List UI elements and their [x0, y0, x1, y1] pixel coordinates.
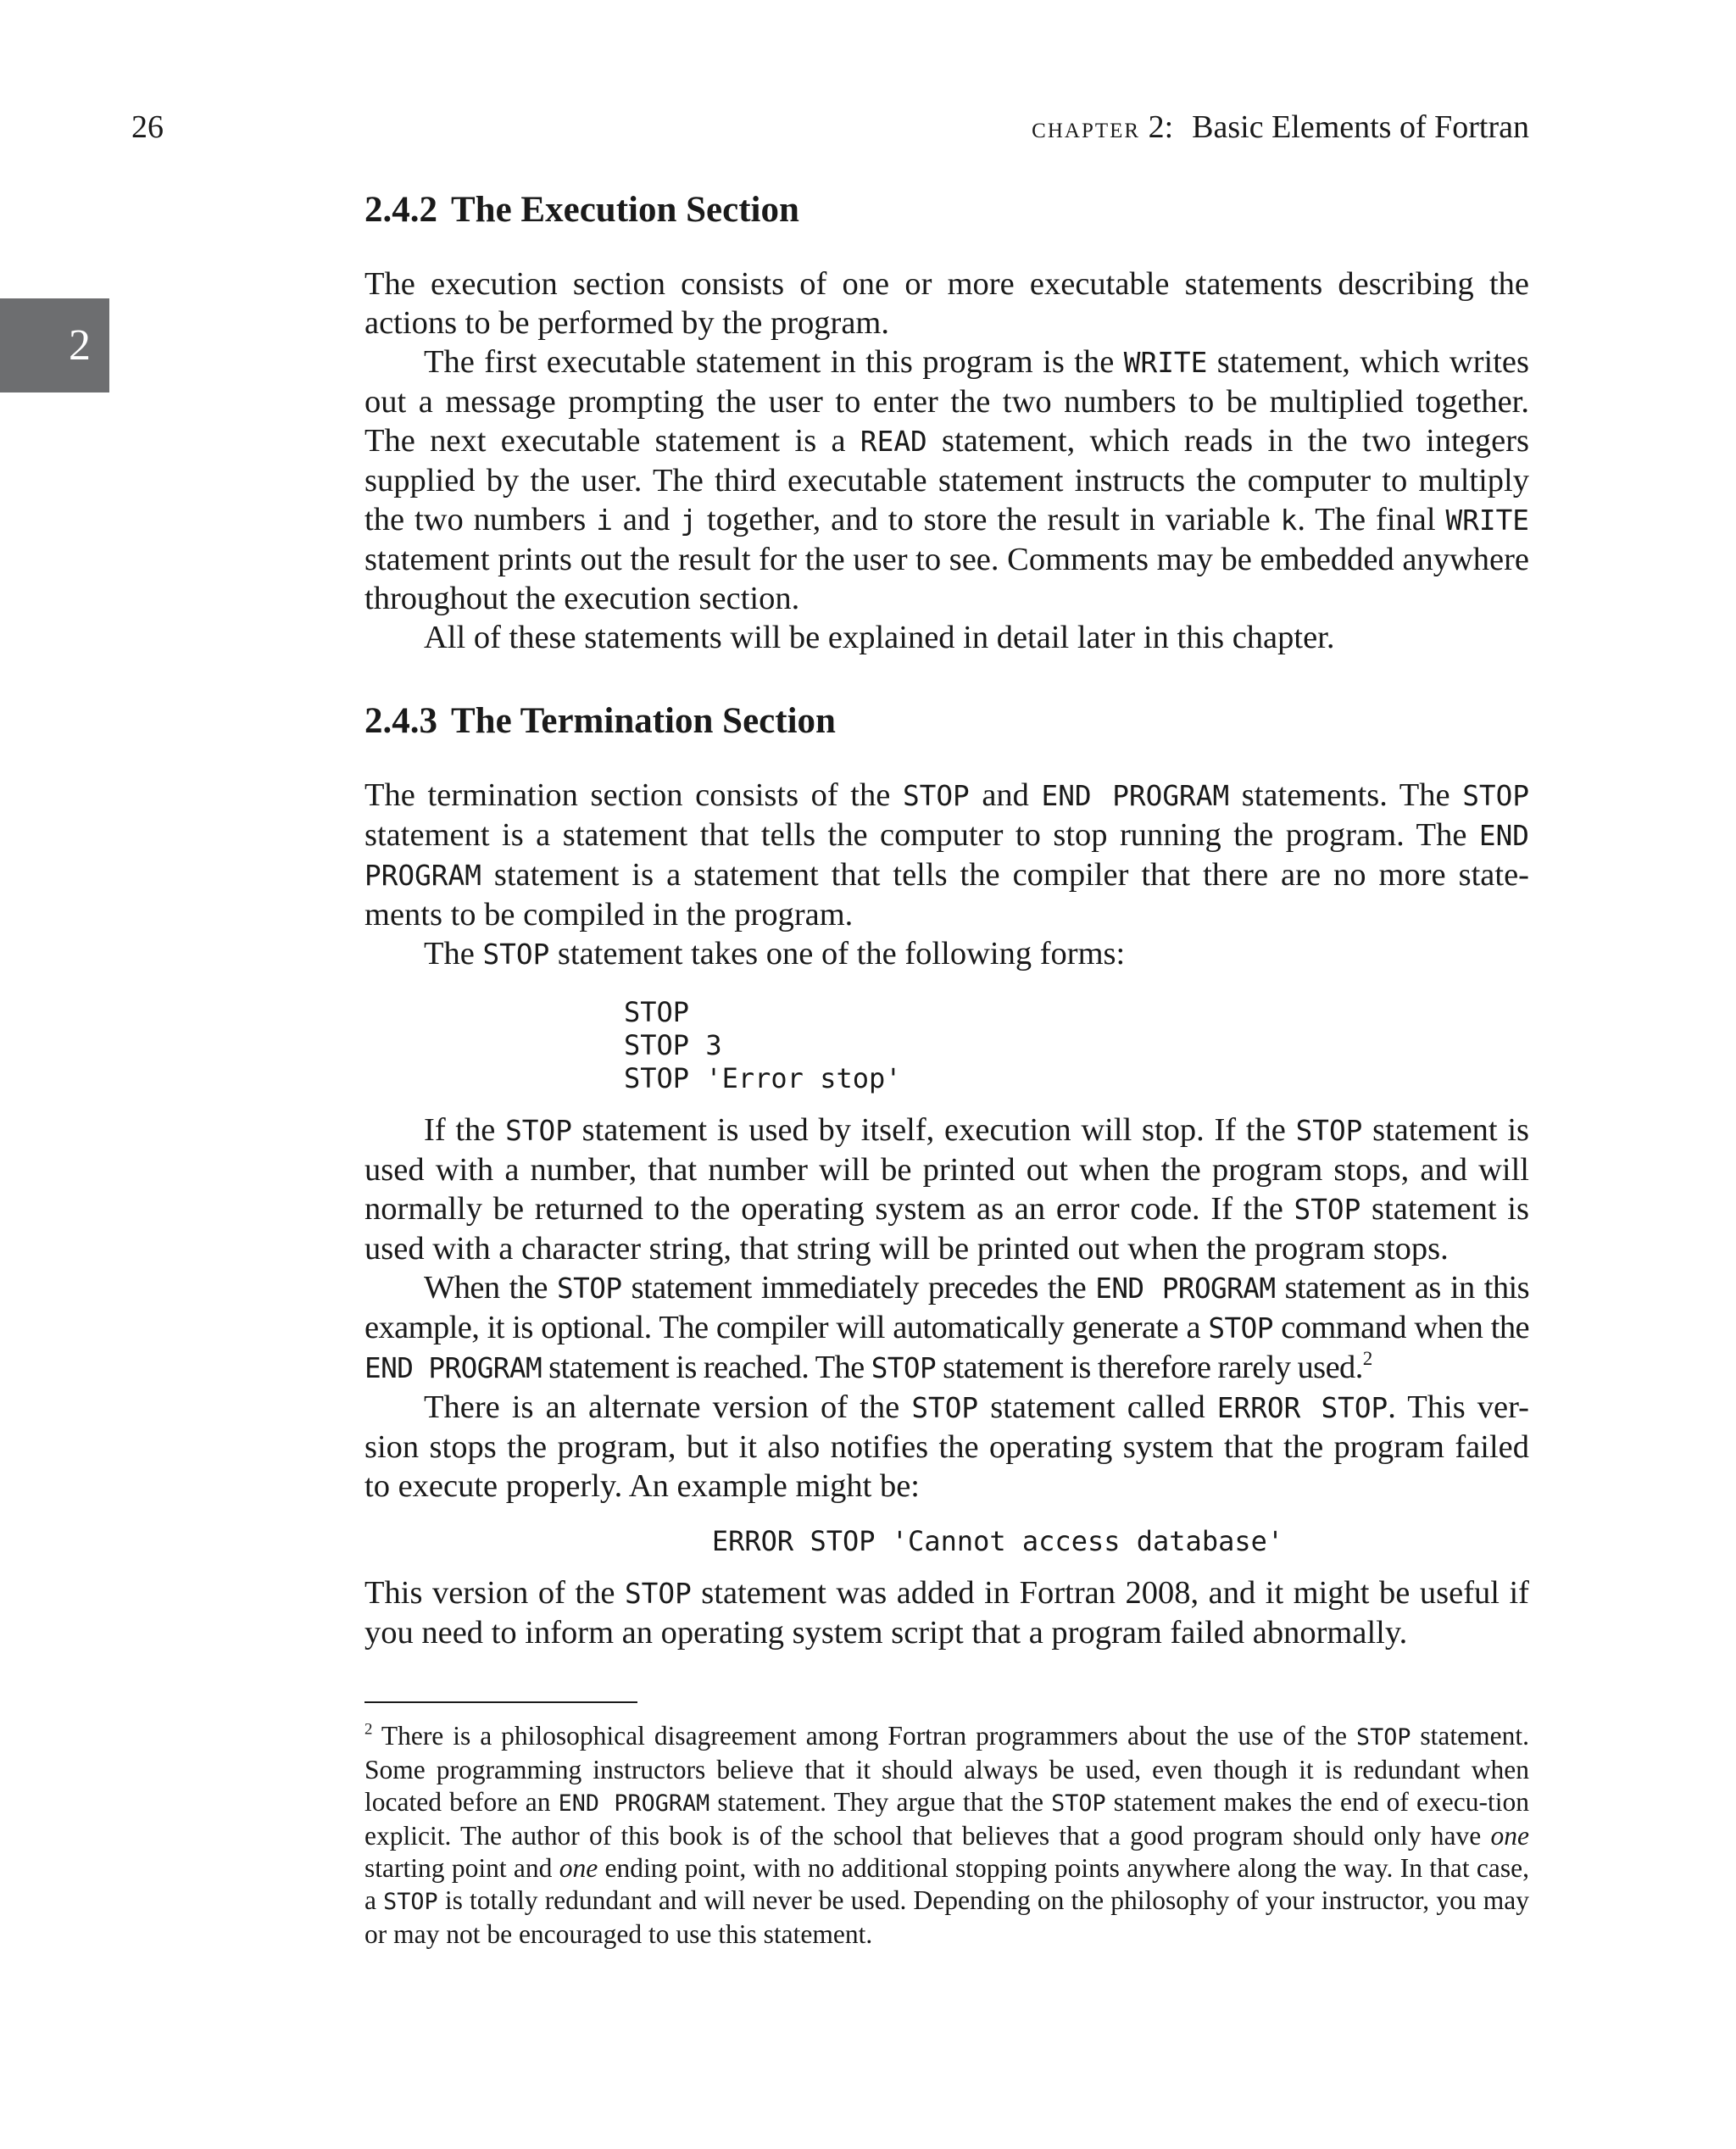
emphasis: one	[1490, 1821, 1529, 1851]
section-heading-execution	[364, 188, 1529, 232]
paragraph: The termination section consists of the STOP and END PROGRAM statements. The STOP statement is a statement that tells the computer to stop running the program. The END PROGRAM statement is a statement that tells the compiler that there are no more state-ments to be compiled in the program.	[364, 777, 1530, 933]
inline-code: STOP	[482, 938, 550, 971]
footnote-marker: 2	[364, 1720, 373, 1739]
paragraph: The STOP statement takes one of the following forms:	[424, 936, 1126, 972]
inline-code: STOP	[1051, 1790, 1106, 1817]
paragraph: All of these statements will be explained in detail later in this chapter.	[424, 620, 1335, 655]
inline-code: WRITE	[1445, 504, 1530, 537]
section-number: 2.4.2	[364, 190, 437, 230]
chapter-number: 2:	[1148, 109, 1174, 145]
inline-code: END PROGRAM	[364, 1352, 542, 1384]
footnote: $^2$ There is a philosophical disagreement among Fortran programmers about the use of the STOP statement. Some programming instructors believe that it should always be used, even though it is redundant when located before an END PROGRAM statement. They argue that the STOP statement makes the end of execu-tion explicit. The author of this book is of the school that believes that a good program should only have one starting point and one ending point, with no additional stopping points anywhere along the way. In that case, a STOP is totally redundant and will never be used. Depending on the philosophy of your instructor, you may or may not be encouraged to use this statement.	[364, 1720, 1529, 1949]
paragraph: The first executable statement in this program is the WRITE statement, which writes out a message prompting the user to enter the two numbers to be multiplied together. The next executable statement is a READ statement, which reads in the two integers supplied by the user. The third executable statement instructs the computer to multiply the two numbers i and j together, and to store the result in variable k. The final WRITE statement prints out the result for the user to see. Comments may be embedded anywhere throughout the execution section.	[364, 344, 1530, 616]
inline-code: END PROGRAM	[1041, 780, 1230, 812]
footnote-rule	[364, 1701, 637, 1703]
paragraph: The execution section consists of one or more executable statements describing the actions to be performed by the program.	[364, 266, 1529, 341]
inline-code: i	[596, 504, 613, 537]
inline-code: END PROGRAM	[558, 1790, 710, 1817]
emphasis: one	[559, 1853, 598, 1883]
inline-code: ERROR STOP	[1216, 1392, 1388, 1424]
inline-code: STOP	[1208, 1312, 1273, 1345]
chapter-tab: 2	[0, 298, 109, 392]
inline-code: STOP	[624, 1578, 692, 1610]
footnote-marker: 2	[1362, 1347, 1372, 1369]
inline-code: STOP	[505, 1115, 572, 1147]
section-title: The Execution Section	[451, 190, 799, 230]
section-title: The Termination Section	[451, 701, 836, 741]
inline-code: END PROGRAM	[1095, 1272, 1276, 1305]
inline-code: j	[680, 504, 698, 537]
inline-code: STOP	[911, 1392, 979, 1424]
section-heading-termination	[364, 699, 1529, 743]
inline-code: STOP	[902, 780, 970, 812]
running-head	[1032, 109, 1529, 146]
section-number: 2.4.3	[364, 701, 437, 741]
paragraph: When the STOP statement immediately precedes the END PROGRAM statement as in this example, it is optional. The compiler will automatically generate a STOP command when the END PROGRAM statement is reached. The STOP statement is therefore rarely used.$^2$	[364, 1270, 1530, 1385]
inline-code: STOP	[1355, 1724, 1411, 1751]
inline-code: STOP	[383, 1889, 438, 1915]
paragraph: This version of the STOP statement was added in Fortran 2008, and it might be useful if you need to inform an operating system script that a program failed abnormally.	[364, 1575, 1529, 1651]
chapter-label: chapter	[1032, 110, 1141, 144]
inline-code: k	[1280, 504, 1298, 537]
page-content	[364, 188, 1529, 1951]
inline-code: END PROGRAM	[364, 820, 1529, 892]
code-block-stop-forms: STOP STOP 3 STOP 'Error stop'	[624, 996, 902, 1094]
code-block-error-stop: ERROR STOP 'Cannot access database'	[711, 1525, 1284, 1557]
inline-code: WRITE	[1123, 347, 1208, 379]
inline-code: STOP	[871, 1352, 937, 1384]
inline-code: STOP	[1294, 1194, 1361, 1226]
inline-code: STOP	[557, 1272, 622, 1305]
paragraph: There is an alternate version of the STOP statement called ERROR STOP. This ver-sion stops the program, but it also notifies the operating system that the program failed to execute properly. An example might be:	[364, 1389, 1529, 1504]
chapter-title: Basic Elements of Fortran	[1192, 109, 1529, 145]
inline-code: READ	[860, 426, 927, 458]
paragraph: If the STOP statement is used by itself, execution will stop. If the STOP statement is used with a number, that number will be printed out when the program stops, and will normally be returned to the operating system as an error code. If the STOP statement is used with a character string, that string will be printed out when the program stops.	[364, 1112, 1529, 1267]
inline-code: STOP	[1462, 780, 1530, 812]
page-number: 26	[131, 109, 164, 145]
inline-code: STOP	[1295, 1115, 1363, 1147]
